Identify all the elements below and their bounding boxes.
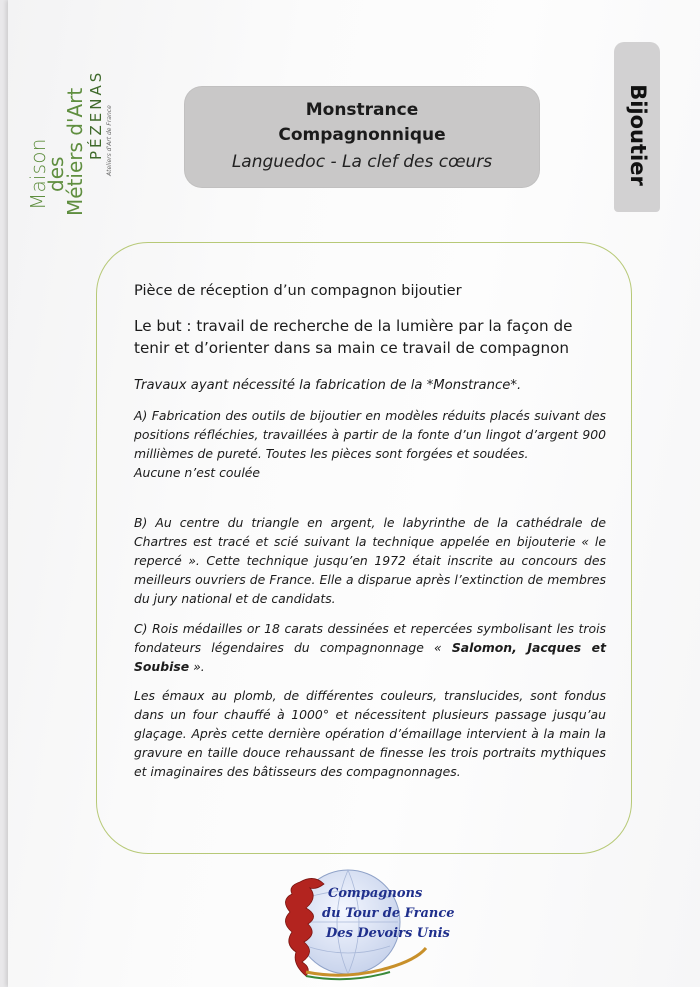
category-tab-label (612, 70, 664, 200)
logo-line-pezenas: PÉZENAS (87, 69, 105, 160)
title-line-2: Compagnonnique (278, 125, 446, 145)
subtitle: Languedoc - La clef des cœurs (231, 152, 493, 172)
paragraph-c (134, 619, 606, 676)
paragraph-b: B) Au centre du triangle en argent, le labyrinthe de la cathédrale de Chartres est tracé et scié suivant la technique appelée en bijouterie « le repercé ». Cette technique jusqu’en 1972 était inscrite au concours des meilleurs ouvriers de France. Elle a disparue après l’extinction de membres du jury national et de candidats. (134, 515, 606, 606)
emblem-line-2: du Tour de France (322, 906, 455, 921)
title-line-1: Monstrance (305, 100, 419, 120)
paragraph-a (134, 406, 606, 482)
goal-text: Le but : travail de recherche de la lumière par la façon de tenir et d’orienter dans sa main ce travail de compagnon (134, 317, 573, 357)
paragraph-a-note: Aucune n’est coulée (134, 465, 261, 480)
paragraph-a-text: A) Fabrication des outils de bijoutier en modèles réduits placés suivant des positions réfléchies, travaillées à partir de la fonte d’un lingot d’argent 900 millièmes de pureté. Toutes les pièces sont forgées et soudées. (134, 408, 606, 461)
works-heading: Travaux ayant nécessité la fabrication de la *Monstrance*. (134, 378, 522, 393)
logo-line-maison: Maison (26, 138, 50, 210)
founders-names: Salomon, Jacques et Soubise (134, 640, 606, 674)
paragraph-c-end: ». (189, 659, 205, 674)
logo-line-metiers: Métiers d'Art (63, 87, 87, 216)
emblem-line-3: Des Devoirs Unis (326, 926, 450, 941)
logo-line-des: des (44, 156, 68, 192)
category-label-text: Bijoutier (626, 84, 650, 186)
title-box (184, 86, 540, 188)
maison-metiers-art-logo (22, 66, 142, 216)
paragraph-c-start: C) Rois médailles or 18 carats dessinées et repercées symbolisant les trois fondateurs légendaires du compagnonnage « (134, 621, 606, 655)
emblem-graphic (266, 864, 456, 982)
emblem-line-1: Compagnons (328, 886, 423, 901)
intro-text: Pièce de réception d’un compagnon bijoutier (134, 282, 462, 299)
logo-line-ateliers: Ateliers d'Art de France (106, 105, 113, 176)
paragraph-d: Les émaux au plomb, de différentes couleurs, translucides, sont fondus dans un four chauffé à 1000° et nécessitent plusieurs passage jusqu’au glaçage. Après cette dernière opération d’émaillage intervient à la main la gravure en taille douce rehaussant de finesse les trois portraits mythiques et imaginaires des bâtisseurs des compagnonnages. (134, 688, 606, 779)
compagnons-emblem (266, 864, 456, 982)
